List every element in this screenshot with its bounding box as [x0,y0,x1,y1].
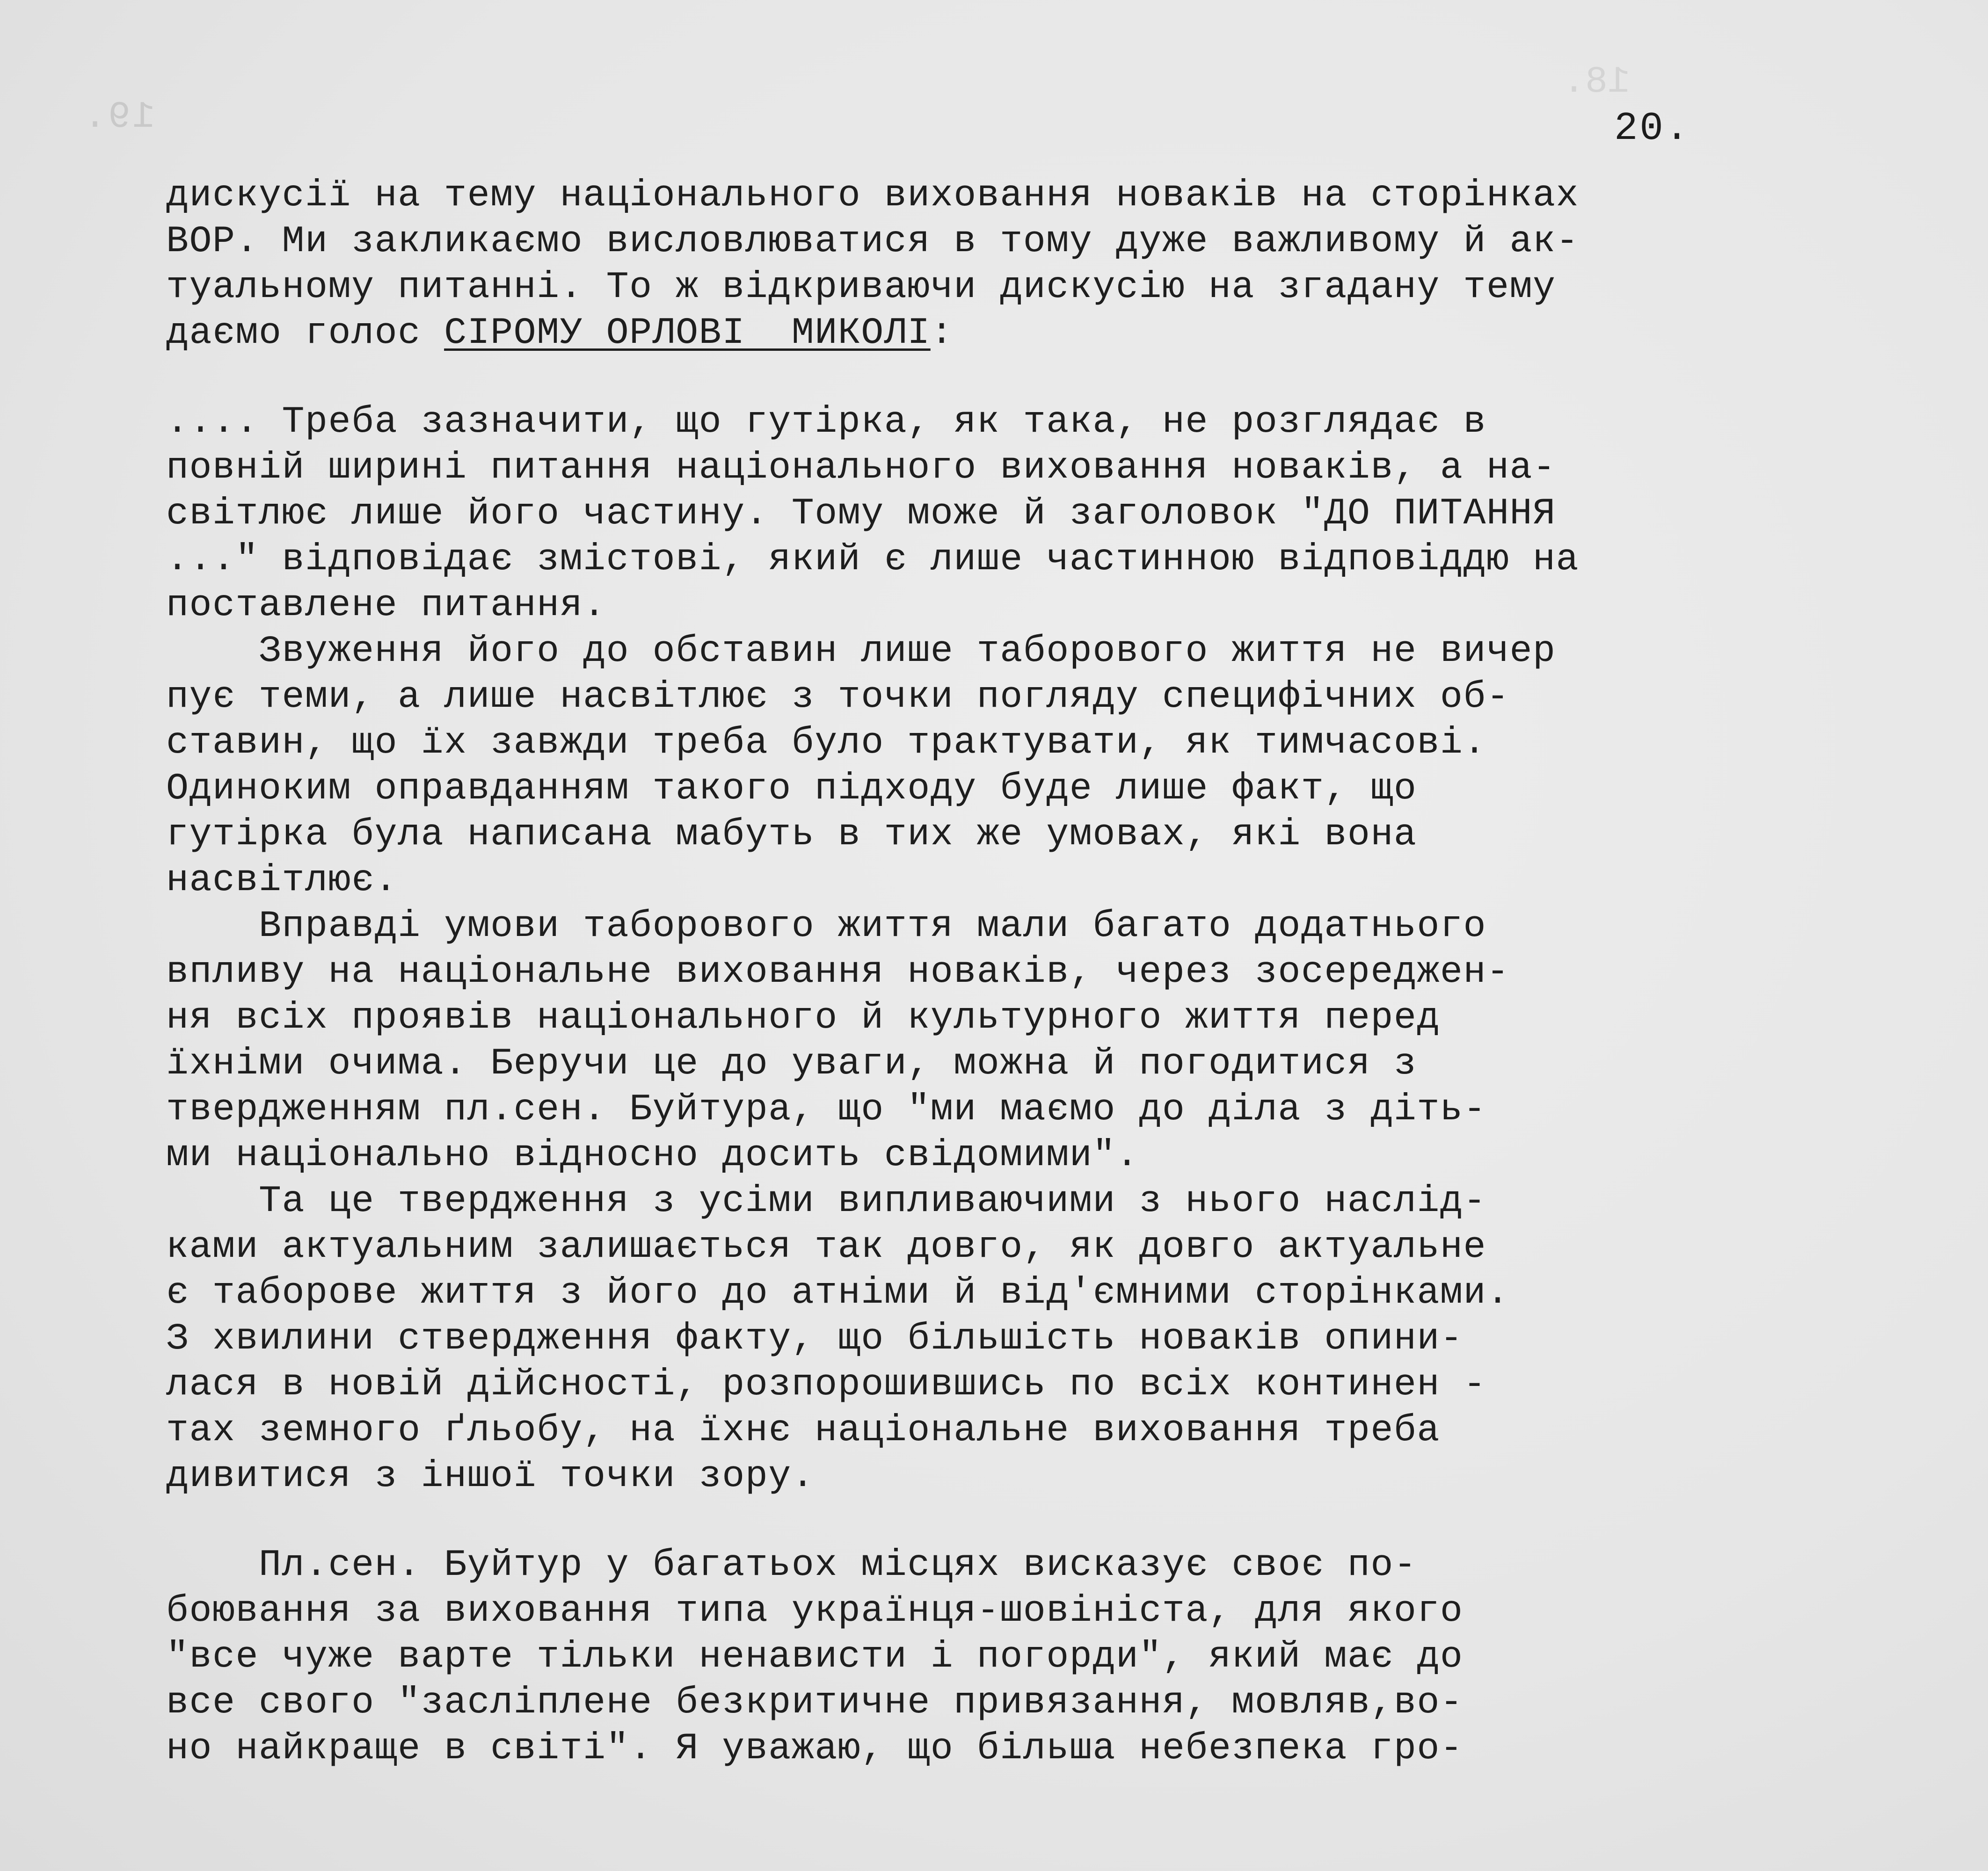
text-line: світлює лише його частину. Тому може й заголовок "ДО ПИТАННЯ [166,493,1556,535]
text-line: Та це твердження з усіми випливаючими з нього наслід- [166,1180,1486,1223]
paragraph-gap [166,1500,1874,1543]
text-line: Звуження його до обставин лише таборового життя не вичер [166,630,1556,673]
text-line: ВОР. Ми закликаємо висловлюватися в тому дуже важливому й ак- [166,220,1579,263]
text-line: Вправді умови таборового життя мали багато додатнього [166,905,1486,948]
text-line: ня всіх проявів національного й культурного життя перед [166,997,1440,1039]
text-line: Одиноким оправданням такого підходу буде лише факт, що [166,768,1417,810]
text-line: боювання за виховання типа українця-шовініста, для якого [166,1590,1464,1632]
text-line: ставин, що їх завжди треба було трактувати, як тимчасові. [166,722,1486,764]
line-suffix: : [930,312,954,355]
paragraph-gap [166,356,1874,399]
page-number: 20. [1614,107,1691,151]
text-line: насвітлює. [166,859,398,902]
text-line: .... Треба зазначити, що гутірка, як така, не розглядає в [166,401,1486,443]
text-line: тах земного ґльобу, на їхнє національне виховання треба [166,1409,1440,1452]
text-line: їхніми очима. Беручи це до уваги, можна й погодитися з [166,1043,1417,1085]
text-line: туальному питанні. То ж відкриваючи дискусію на згадану тему [166,266,1556,309]
text-line: ками актуальним залишається так довго, як довго актуальне [166,1226,1486,1269]
text-line: є таборове життя з його до атніми й від'ємними сторінками. [166,1272,1510,1314]
text-line: дивитися з іншої точки зору. [166,1455,815,1498]
text-line: дискусії на тему національного виховання новаків на сторінках [166,174,1579,217]
underlined-author-name: СІРОМУ ОРЛОВІ МИКОЛІ [444,312,931,355]
text-line: "все чуже варте тільки ненависти і погорди", який має до [166,1636,1464,1678]
text-line: пує теми, а лише насвітлює з точки погляду специфічних об- [166,676,1510,718]
text-line: впливу на національне виховання новаків, через зосереджен- [166,951,1510,994]
text-line: ми національно відносно досить свідомими". [166,1134,1139,1177]
text-line: но найкраще в світі". Я уважаю, що більша небезпека гро- [166,1727,1464,1770]
text-line: З хвилини ствердження факту, що більшість новаків опини- [166,1318,1464,1360]
typewritten-body-text [166,173,1874,1772]
text-line: гутірка була написана мабуть в тих же умовах, які вона [166,813,1417,856]
text-line: Пл.сен. Буйтур у багатьох місцях висказує своє по- [166,1544,1417,1587]
text-line: все свого "засліплене безкритичне привязання, мовляв,во- [166,1682,1464,1724]
text-line: ..." відповідає змістові, який є лише частинною відповіддю на [166,538,1579,581]
text-line: повній ширині питання національного виховання новаків, а на- [166,447,1556,489]
bleed-through-page-number-right: 18. [1563,61,1631,103]
text-line [166,311,1874,356]
text-line: поставлене питання. [166,584,606,627]
text-line: твердженням пл.сен. Буйтура, що "ми маємо до діла з діть- [166,1088,1486,1131]
line-prefix: даємо голос [166,312,444,355]
bleed-through-page-number: 19. [82,96,155,138]
text-line: лася в новій дійсності, розпорошившись по всіх континен - [166,1363,1486,1406]
